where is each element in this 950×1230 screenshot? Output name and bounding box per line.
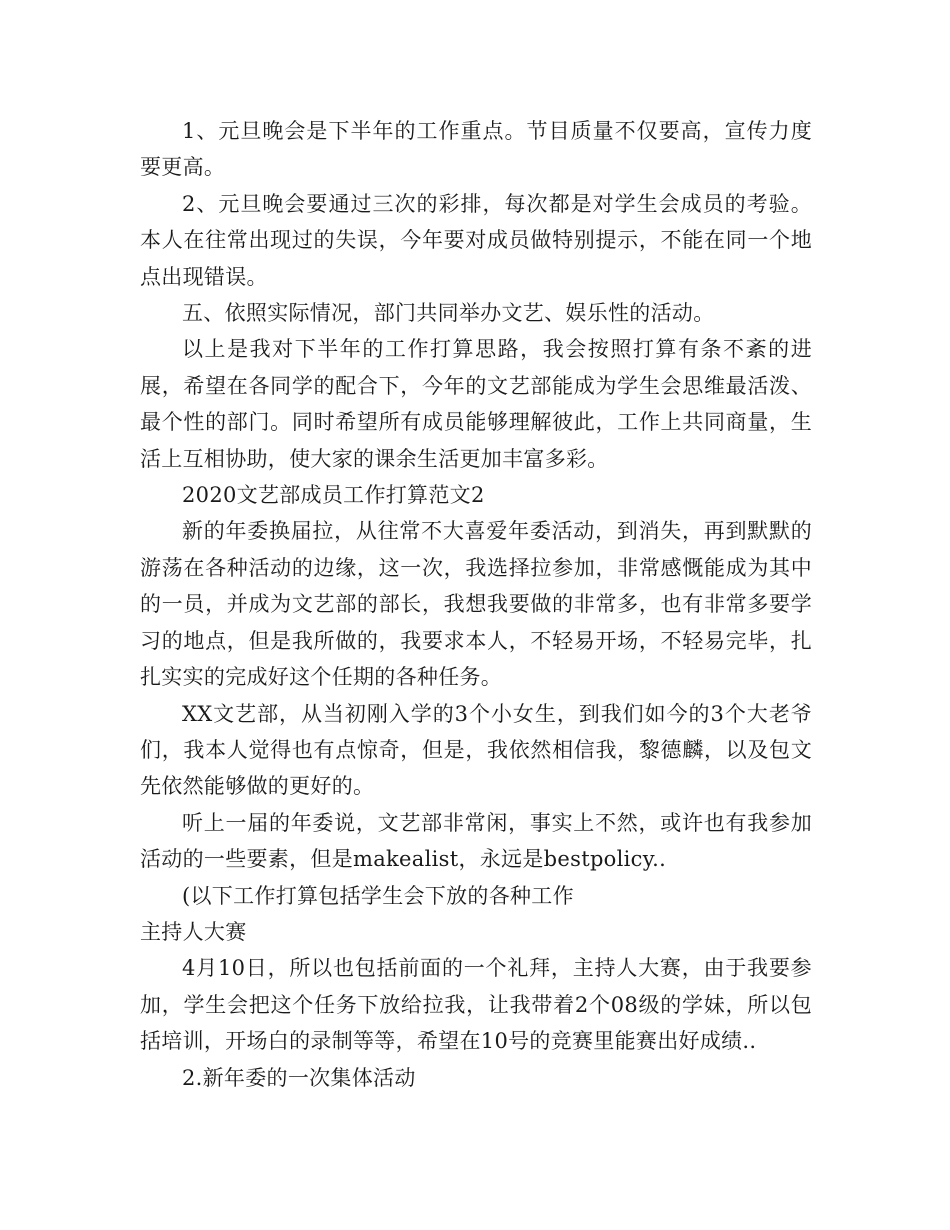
paragraph-xx-department: XX文艺部，从当初刚入学的3个小女生，到我们如今的3个大老爷们，我本人觉得也有点惊奇，但是，我依然相信我，黎德麟，以及包文先依然能够做的更好的。 (140, 701, 812, 799)
paragraph-section-five: 五、依照实际情况，部门共同举办文艺、娱乐性的活动。 (182, 301, 715, 326)
paragraph-summary: 以上是我对下半年的工作打算思路，我会按照打算有条不紊的进展，希望在各同学的配合下，今年的文艺部能成为学生会思维最活泼、最个性的部门。同时希望所有成员能够理解彼此，工作上共同商量，生活上互相协助，使大家的课余生活更加丰富多彩。 (140, 337, 812, 471)
paragraph-new-committee: 新的年委换届拉，从往常不大喜爱年委活动，到消失，再到默默的游荡在各种活动的边缘，这一次，我选择拉参加，非常感慨能成为其中的一员，并成为文艺部的部长，我想我要做的非常多，也有非常多要学习的地点，但是我所做的，我要求本人，不轻易开场，不轻易完毕，扎扎实实的完成好这个任期的各种任务。 (140, 519, 812, 690)
section-heading-host-contest: 主持人大赛 (140, 919, 247, 944)
paragraph-host-contest: 4月10日，所以也包括前面的一个礼拜，主持人大赛，由于我要参加，学生会把这个任务下放给拉我，让我带着2个08级的学妹，所以包括培训，开场白的录制等等，希望在10号的竞赛里能赛出好成绩.. (140, 956, 812, 1054)
list-item-group-activity: 2.新年委的一次集体活动 (182, 1065, 416, 1090)
document-subtitle: 2020文艺部成员工作打算范文2 (182, 483, 485, 508)
paragraph-gala-focus: 1、元旦晚会是下半年的工作重点。节目质量不仅要高，宣传力度要更高。 (140, 119, 812, 180)
document-page (140, 113, 812, 1096)
paragraph-previous-committee: 听上一届的年委说，文艺部非常闲，事实上不然，或许也有我参加活动的一些要素，但是makealist，永远是bestpolicy.. (140, 810, 812, 872)
paragraph-work-plan-intro: (以下工作打算包括学生会下放的各种工作 (182, 883, 574, 908)
paragraph-gala-rehearsal: 2、元旦晚会要通过三次的彩排，每次都是对学生会成员的考验。本人在往常出现过的失误，今年要对成员做特别提示，不能在同一个地点出现错误。 (140, 191, 812, 289)
